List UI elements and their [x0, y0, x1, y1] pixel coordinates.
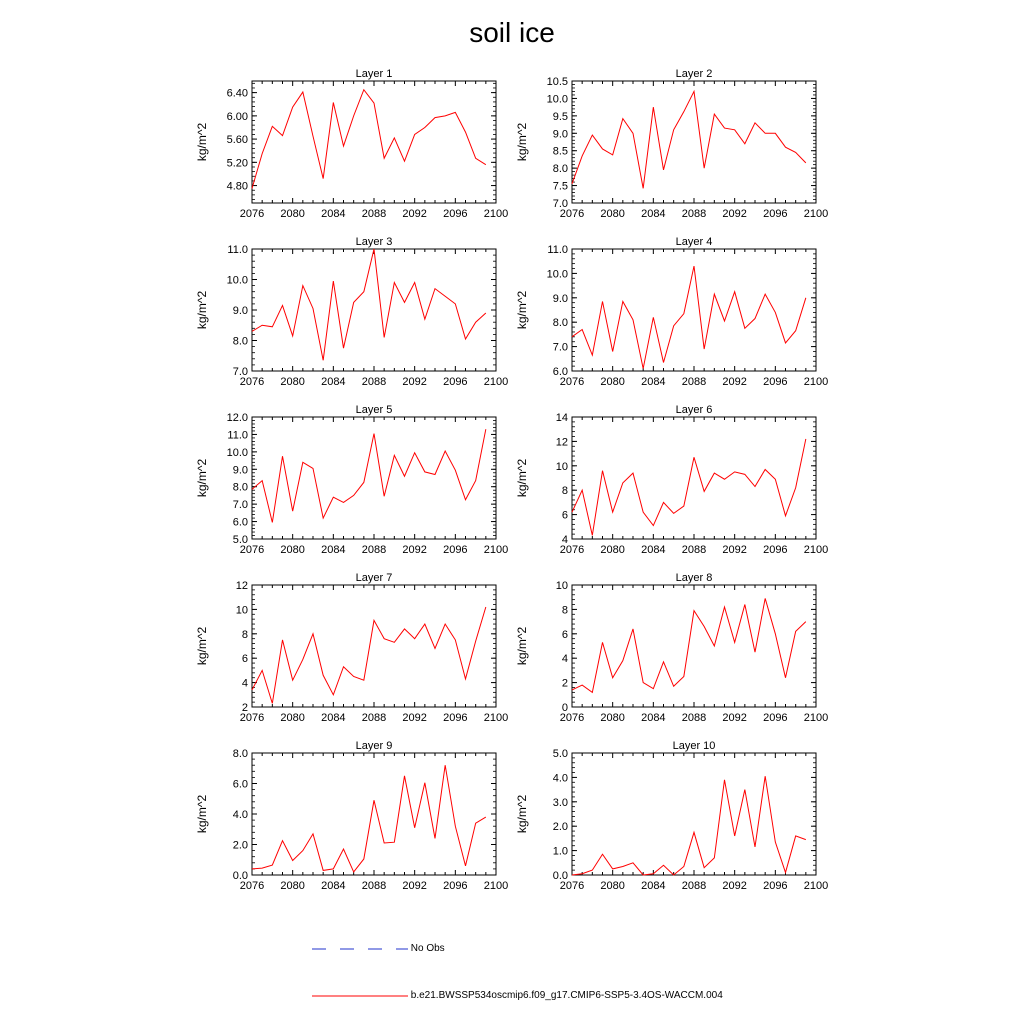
panel-title: Layer 3	[355, 236, 393, 248]
panel-title: Layer 8	[675, 572, 713, 584]
x-tick-label: 2080	[600, 880, 625, 892]
x-tick-label: 2080	[600, 208, 625, 220]
y-tick-label: 7.5	[552, 180, 568, 193]
panel-title: Layer 10	[672, 740, 716, 752]
legend-model	[312, 990, 723, 1003]
x-tick-label: 2092	[402, 208, 427, 220]
x-tick-label: 2100	[483, 544, 509, 556]
x-tick-label: 2084	[641, 376, 666, 388]
panel-title: Layer 1	[355, 68, 393, 80]
obs-line-swatch	[312, 943, 408, 955]
series-line-1	[572, 439, 806, 535]
y-tick-label: 8	[561, 604, 568, 617]
y-tick-label: 9.0	[232, 464, 248, 477]
x-tick-label: 2080	[600, 376, 625, 388]
y-tick-label: 11.0	[227, 429, 248, 442]
x-tick-label: 2076	[559, 880, 585, 892]
y-tick-label: 2	[241, 702, 248, 714]
y-tick-label: 0.0	[232, 870, 248, 882]
y-tick-label: 6	[561, 509, 568, 522]
x-tick-label: 2080	[280, 712, 305, 724]
x-tick-label: 2080	[280, 544, 305, 556]
y-tick-label: 12	[555, 436, 568, 449]
plot-frame	[572, 417, 816, 539]
y-tick-label: 2.0	[232, 839, 248, 852]
y-tick-label: 4.0	[232, 809, 248, 821]
x-tick-label: 2096	[443, 544, 468, 556]
panel-title: Layer 5	[355, 404, 393, 416]
y-tick-label: 10.0	[546, 268, 568, 281]
chart-panel-1	[195, 68, 508, 220]
y-tick-label: 1.0	[552, 845, 568, 858]
panel-title: Layer 9	[355, 740, 393, 752]
x-tick-label: 2080	[600, 544, 625, 556]
chart-panel-5	[195, 404, 508, 556]
x-tick-label: 2076	[559, 376, 585, 388]
x-tick-label: 2096	[443, 208, 468, 220]
x-tick-label: 2080	[600, 712, 625, 724]
y-tick-label: 7.0	[552, 198, 568, 210]
x-tick-label: 2092	[722, 880, 747, 892]
series-line-1	[252, 765, 486, 872]
x-tick-label: 2096	[763, 208, 788, 220]
x-tick-label: 2096	[763, 544, 788, 556]
model-line-swatch	[312, 990, 408, 1002]
y-tick-label: 7.0	[552, 341, 568, 354]
chart-panel-9	[195, 740, 508, 892]
x-tick-label: 2096	[443, 712, 468, 724]
y-tick-label: 10	[555, 580, 568, 592]
y-tick-label: 4	[241, 677, 248, 690]
x-tick-label: 2100	[483, 376, 509, 388]
x-tick-label: 2088	[361, 544, 387, 556]
panel-title: Layer 4	[675, 236, 713, 248]
x-tick-label: 2092	[402, 376, 427, 388]
legend-obs	[312, 943, 445, 956]
chart-panel-10	[515, 740, 828, 892]
y-tick-label: 8	[561, 485, 568, 498]
x-tick-label: 2084	[321, 208, 346, 220]
y-tick-label: 2	[561, 677, 568, 690]
y-tick-label: 8.5	[552, 145, 568, 158]
x-tick-label: 2084	[641, 712, 666, 724]
chart-panel-3	[195, 236, 508, 388]
y-tick-label: 8.0	[552, 163, 568, 176]
x-tick-label: 2080	[280, 880, 305, 892]
x-tick-label: 2100	[803, 712, 829, 724]
y-tick-label: 4.80	[226, 180, 248, 193]
series-line-1	[572, 266, 806, 368]
y-tick-label: 12.0	[226, 412, 248, 424]
series-line-1	[572, 776, 806, 875]
x-tick-label: 2100	[483, 712, 509, 724]
y-tick-label: 6.0	[232, 778, 248, 791]
x-tick-label: 2076	[239, 544, 265, 556]
chart-panel-6	[515, 404, 828, 556]
y-axis-label: kg/m^2	[195, 794, 209, 834]
y-tick-label: 6.40	[226, 87, 248, 100]
x-tick-label: 2100	[483, 208, 509, 220]
x-tick-label: 2088	[681, 208, 707, 220]
y-tick-label: 5.60	[226, 134, 248, 147]
y-axis-label: kg/m^2	[515, 122, 529, 162]
x-tick-label: 2096	[763, 880, 788, 892]
y-axis-label: kg/m^2	[195, 626, 209, 666]
chart-panel-2	[515, 68, 828, 220]
y-axis-label: kg/m^2	[515, 626, 529, 666]
y-tick-label: 0	[561, 702, 568, 714]
x-tick-label: 2076	[239, 376, 265, 388]
x-tick-label: 2088	[681, 376, 707, 388]
y-tick-label: 5.0	[232, 534, 248, 546]
x-tick-label: 2076	[559, 208, 585, 220]
x-tick-label: 2076	[559, 544, 585, 556]
x-tick-label: 2084	[321, 544, 346, 556]
figure-title: soil ice	[469, 17, 555, 48]
y-axis-label: kg/m^2	[515, 458, 529, 498]
x-tick-label: 2088	[681, 880, 707, 892]
x-tick-label: 2088	[361, 376, 387, 388]
y-axis-label: kg/m^2	[195, 122, 209, 162]
chart-panel-7	[195, 572, 508, 724]
plot-frame	[572, 585, 816, 707]
chart-panel-4	[515, 236, 828, 388]
y-tick-label: 11.0	[547, 244, 568, 256]
y-tick-label: 6	[561, 628, 568, 641]
x-tick-label: 2092	[722, 712, 747, 724]
y-tick-label: 4.0	[552, 772, 568, 785]
y-tick-label: 8.0	[232, 335, 248, 348]
y-axis-label: kg/m^2	[195, 458, 209, 498]
y-tick-label: 4	[561, 534, 568, 546]
y-tick-label: 7.0	[232, 499, 248, 512]
legend-obs-label: No Obs	[410, 943, 445, 954]
x-tick-label: 2088	[681, 712, 707, 724]
plot-frame	[252, 585, 496, 707]
y-tick-label: 12	[235, 580, 248, 592]
plot-frame	[572, 81, 816, 203]
x-tick-label: 2084	[321, 376, 346, 388]
x-tick-label: 2092	[722, 376, 747, 388]
x-tick-label: 2080	[280, 376, 305, 388]
series-line-1	[572, 91, 806, 188]
panel-title: Layer 7	[355, 572, 393, 584]
y-tick-label: 6.0	[552, 366, 568, 378]
x-tick-label: 2092	[402, 712, 427, 724]
y-axis-label: kg/m^2	[515, 794, 529, 834]
y-tick-label: 7.0	[232, 366, 248, 378]
y-tick-label: 3.0	[552, 796, 568, 809]
x-tick-label: 2092	[722, 544, 747, 556]
x-tick-label: 2100	[803, 376, 829, 388]
series-line-1	[252, 90, 486, 189]
x-tick-label: 2100	[803, 208, 829, 220]
plot-frame	[252, 249, 496, 371]
y-tick-label: 6	[241, 653, 248, 666]
y-tick-label: 11.0	[227, 244, 248, 256]
y-tick-label: 14	[555, 412, 568, 424]
series-line-1	[252, 249, 486, 360]
x-tick-label: 2100	[803, 880, 829, 892]
y-tick-label: 5.20	[226, 157, 248, 170]
x-tick-label: 2092	[402, 880, 427, 892]
plot-frame	[252, 81, 496, 203]
y-tick-label: 8.0	[232, 748, 248, 760]
y-tick-label: 2.0	[552, 821, 568, 834]
y-tick-label: 10.0	[226, 446, 248, 459]
y-tick-label: 8.0	[552, 317, 568, 330]
panel-title: Layer 6	[675, 404, 713, 416]
x-tick-label: 2088	[681, 544, 707, 556]
y-tick-label: 9.0	[552, 128, 568, 141]
series-line-1	[572, 598, 806, 692]
y-tick-label: 4	[561, 653, 568, 666]
panel-title: Layer 2	[675, 68, 713, 80]
x-tick-label: 2080	[280, 208, 305, 220]
x-tick-label: 2084	[641, 208, 666, 220]
x-tick-label: 2096	[763, 712, 788, 724]
y-tick-label: 10	[235, 604, 248, 617]
plot-frame	[572, 753, 816, 875]
y-tick-label: 10.0	[546, 93, 568, 106]
y-tick-label: 0.0	[552, 870, 568, 882]
y-tick-label: 5.0	[552, 748, 568, 760]
x-tick-label: 2092	[722, 208, 747, 220]
y-tick-label: 10	[555, 460, 568, 473]
series-line-1	[252, 607, 486, 703]
x-tick-label: 2100	[483, 880, 509, 892]
y-tick-label: 10.5	[546, 76, 568, 88]
x-tick-label: 2084	[321, 880, 346, 892]
x-tick-label: 2084	[321, 712, 346, 724]
x-tick-label: 2096	[763, 376, 788, 388]
y-axis-label: kg/m^2	[195, 290, 209, 330]
x-tick-label: 2096	[443, 376, 468, 388]
y-tick-label: 6.0	[232, 516, 248, 529]
y-tick-label: 8.0	[232, 481, 248, 494]
y-tick-label: 10.0	[226, 274, 248, 287]
x-tick-label: 2076	[239, 712, 265, 724]
x-tick-label: 2088	[361, 880, 387, 892]
y-axis-label: kg/m^2	[515, 290, 529, 330]
y-tick-label: 6.00	[226, 110, 248, 123]
x-tick-label: 2084	[641, 544, 666, 556]
plot-frame	[252, 753, 496, 875]
x-tick-label: 2096	[443, 880, 468, 892]
x-tick-label: 2088	[361, 208, 387, 220]
x-tick-label: 2088	[361, 712, 387, 724]
x-tick-label: 2084	[641, 880, 666, 892]
chart-panel-8	[515, 572, 828, 724]
y-tick-label: 8	[241, 628, 248, 641]
y-tick-label: 9.5	[552, 110, 568, 123]
y-tick-label: 9.0	[552, 292, 568, 305]
y-tick-label: 9.0	[232, 305, 248, 317]
x-tick-label: 2076	[559, 712, 585, 724]
x-tick-label: 2092	[402, 544, 427, 556]
x-tick-label: 2076	[239, 208, 265, 220]
x-tick-label: 2076	[239, 880, 265, 892]
x-tick-label: 2100	[803, 544, 829, 556]
series-line-1	[252, 429, 486, 522]
legend-model-label: b.e21.BWSSP534oscmip6.f09_g17.CMIP6-SSP5-3.4OS-WACCM.004	[410, 990, 723, 1001]
